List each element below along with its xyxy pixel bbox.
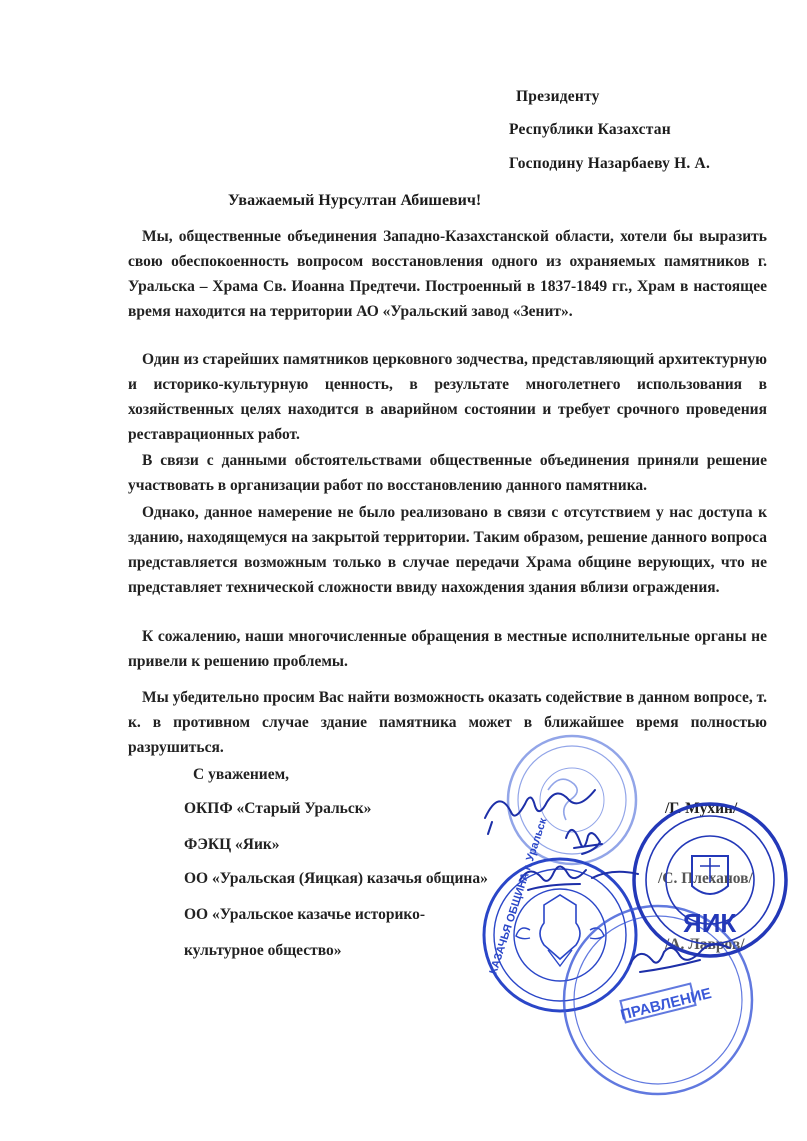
signatory-2: ФЭКЦ «Яик» bbox=[184, 836, 280, 853]
addressee-line-2: Республики Казахстан bbox=[509, 121, 671, 138]
signatory-5: культурное общество» bbox=[184, 942, 342, 959]
closing: С уважением, bbox=[193, 766, 290, 783]
signatory-3: ОО «Уральская (Яицкая) казачья община» bbox=[184, 870, 488, 887]
greeting: Уважаемый Нурсултан Абишевич! bbox=[228, 192, 482, 209]
signer-name-1: /Г. Мухин/ bbox=[665, 800, 738, 817]
signatory-1: ОКПФ «Старый Уральск» bbox=[184, 800, 372, 817]
paragraph-2: Один из старейших памятников церковного зодчества, представляющий архитектурную и историко-культурную ценность, в результате многолетнего использования в хозяйственных целях находится в аварийном состоянии и требует срочного проведения реставрационных работ. bbox=[128, 351, 767, 443]
signer-name-2: /С. Плеханов/ bbox=[658, 870, 753, 887]
addressee-line-1: Президенту bbox=[516, 88, 600, 105]
paragraph-6: Мы убедительно просим Вас найти возможность оказать содействие в данном вопросе, т. к. в противном случае здание памятника может в ближайшее время полностью разрушиться. bbox=[128, 689, 767, 756]
signer-name-3: /А. Лавров/ bbox=[665, 936, 745, 953]
paragraph-4: Однако, данное намерение не было реализовано в связи с отсутствием у нас доступа к зданию, находящемуся на закрытой территории. Таким образом, решение данного вопроса представляется возможным только в случае передачи Храма общине верующих, что не представляет технической сложности ввиду нахождения здания вблизи ограждения. bbox=[128, 504, 767, 596]
stamp-pravlenie-text: ПРАВЛЕНИЕ bbox=[618, 984, 714, 1024]
paragraph-5: К сожалению, наши многочисленные обращения в местные исполнительные органы не привели к решению проблемы. bbox=[128, 628, 767, 670]
addressee-line-3: Господину Назарбаеву Н. А. bbox=[509, 155, 711, 172]
paragraph-3: В связи с данными обстоятельствами общественные объединения приняли решение участвовать в организации работ по восстановлению данного памятника. bbox=[128, 452, 767, 494]
signatory-4: ОО «Уральское казачье историко- bbox=[184, 906, 426, 923]
stamp-yaik-text: ЯИК bbox=[683, 908, 737, 938]
stamp-community-text: КАЗАЧЬЯ ОБЩИНА г. Уральск bbox=[487, 816, 550, 976]
paragraph-1: Мы, общественные объединения Западно-Казахстанской области, хотели бы выразить свою обеспокоенность вопросом восстановления одного из охраняемых памятников г. Уральска – Храма Св. Иоанна Предтечи. Построенный в 1837-1849 гг., Храм в настоящее время находится на территории АО «Уральский завод «Зенит». bbox=[128, 228, 767, 320]
